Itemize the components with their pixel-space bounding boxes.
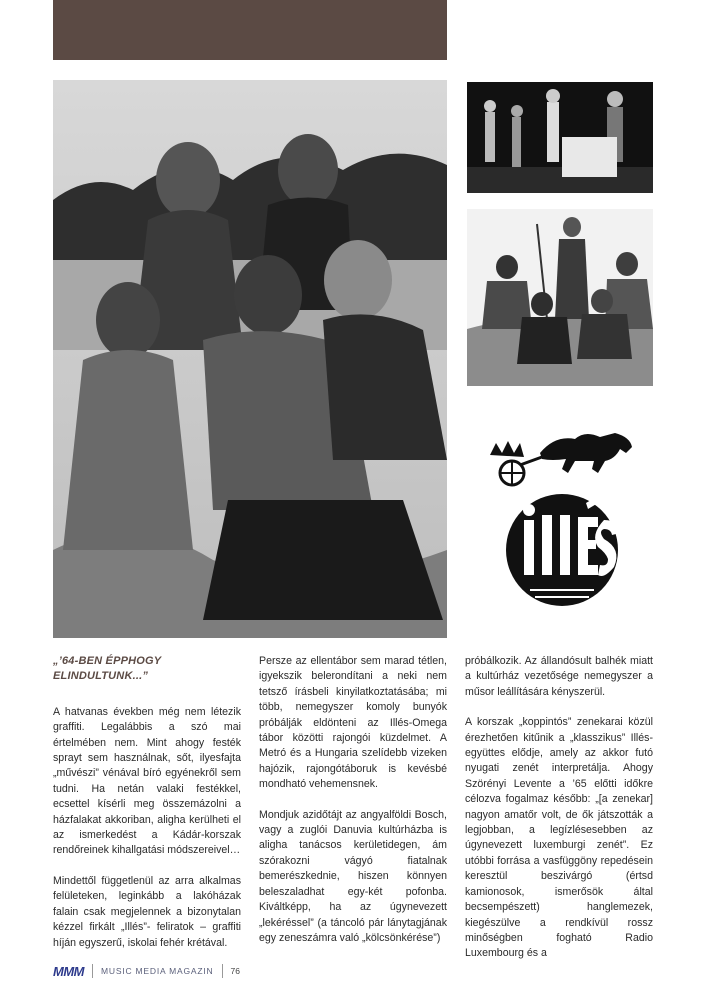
magazine-logo: MMM — [53, 963, 84, 979]
paragraph: A hatvanas években még nem létezik graffiti. Legalábbis a szó mai értelmében nem. Mint ahogy festék sprayt sem használnak, sőt, ilyesfajta „művészi” vénával bíró egyénekről sem tudni. Ha netán valaki festékkel, ecsettel kísérli meg összemázolni a házfalakat akkoriban, aligha kerülheti el az ismerkedést a Kádár-korszak rendőreinek kihallgatási módszereivel… — [53, 705, 241, 857]
band-farm-photo — [467, 209, 653, 386]
article-column-2 — [259, 654, 447, 961]
article-column-1 — [53, 654, 241, 966]
paragraph: Persze az ellentábor sem marad tétlen, igyekszik belerondítani a neki nem tetsző írásbeli kinyilatkoztatásába; mi több, nemegyszer komoly bunyók próbálják eldönteni az Illés-Omega tábor közötti rajongói küzdelmet. A Metró és a Hungaria szelídebb vizeken hajózik, rajongótáboruk is kevésbé mondható vehemensnek. — [259, 655, 447, 791]
footer-divider — [222, 964, 223, 978]
paragraph: Mindettől függetlenül az arra alkalmas felületeken, leginkább a lakóházak falain csak megjelennek a bizonytalan kézzel firkált „Illés”- feliratok – graffiti híján egyszerű, iskolai fehér krétával. — [53, 874, 241, 949]
horse-and-cart-logo-icon — [490, 433, 632, 485]
band-group-photo — [53, 80, 447, 638]
illes-band-logo — [480, 425, 640, 610]
header-bar — [53, 0, 447, 60]
article-heading: „’64-BEN ÉPPHOGY ELINDULTUNK...” — [53, 655, 162, 683]
footer-divider — [92, 964, 93, 978]
magazine-name: MUSIC MEDIA MAGAZIN — [101, 966, 214, 976]
page-number: 76 — [230, 966, 240, 976]
paragraph: próbálkozik. Az állandósult balhék miatt a kultúrház vezetősége nemegyszer a műsor leállítására kényszerül. — [465, 655, 653, 698]
paragraph: A korszak „koppintós” zenekarai közül érezhetően kitűnik a „klasszikus” Illés-együttes elődje, amely az akkor futó nyugati zenét interpretálja. Ahogy Szörényi Levente a ’65 előtti időkre célozva fogalmaz később: „[a zenekar] nagyon amatőr volt, de ők játszották a legjobban, a legízlésesebben az úgynevezett luxemburgi zenét”. Ez utóbbi forrása a vasfüggöny repedésein keresztül beszivárgó (értsd kamionosok, ismerősök által becsempészett) hanglemezek, kiegészülve a rendkívül rossz minőségben fogható Radio Luxembourg és a — [465, 716, 653, 960]
page-footer — [53, 961, 240, 981]
paragraph: Mondjuk azidőtájt az angyalföldi Bosch, vagy a zuglói Danuvia kultúrházba is aligha tanácsos kerületidegen, ám szórakozni vágyó fiatalnak bemerészkednie, hiszen könnyen beleszaladhat egy-két pofonba. Kiváltképp, ha az úgynevezett „lekéréssel” (a táncoló pár lánytagjának egy zeneszámra való „kölcsönkérése”) — [259, 808, 447, 944]
article-column-3 — [465, 654, 653, 977]
band-concert-photo — [467, 82, 653, 193]
